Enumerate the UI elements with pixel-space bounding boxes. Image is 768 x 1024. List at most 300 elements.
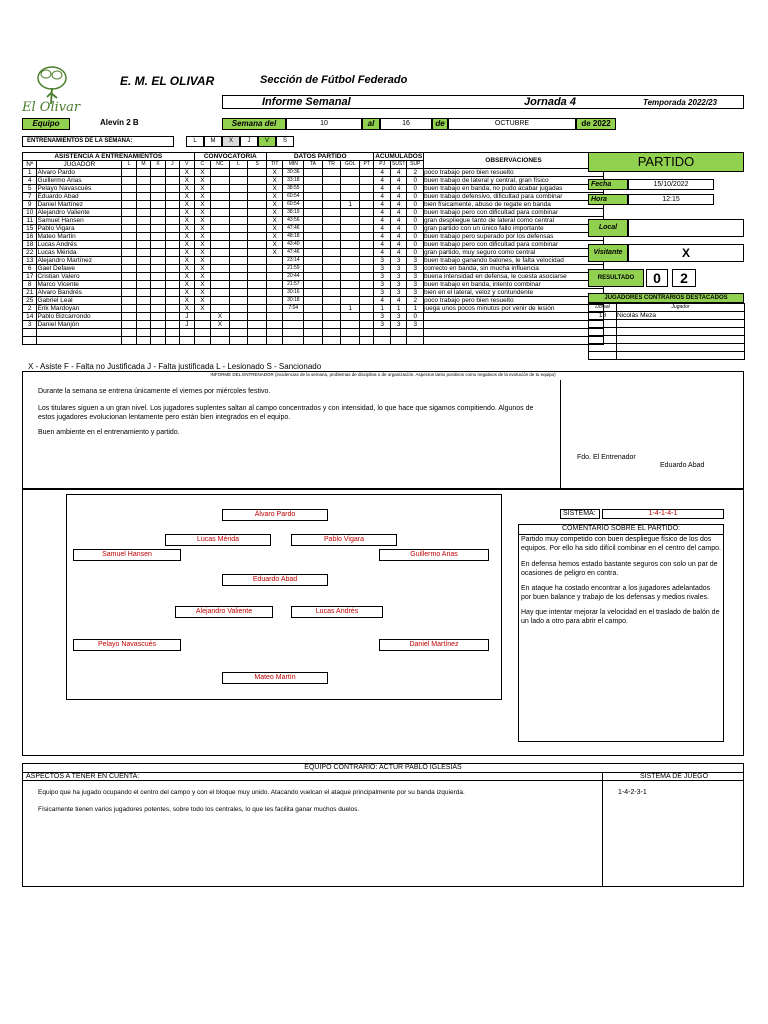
row-observacion: buen trabajo ganando balones, le falta velocidad: [424, 257, 604, 265]
pitch-player-8: Lucas Andrés: [291, 606, 383, 618]
table-row: [23, 273, 604, 281]
row-tr: [322, 289, 341, 297]
row-conv-nc: [211, 201, 230, 209]
row-min: 47:46: [283, 225, 304, 233]
logo: [22, 64, 84, 120]
table-row: [23, 257, 604, 265]
row-pj: 4: [374, 225, 391, 233]
row-tr: [322, 225, 341, 233]
row-num: 3: [23, 321, 37, 329]
row-tr: [322, 209, 341, 217]
row-sup: 0: [407, 185, 424, 193]
row-asist: [151, 281, 165, 289]
row-asist: [136, 185, 150, 193]
row-pt: [359, 217, 373, 225]
row-asist: [165, 313, 179, 321]
row-pj: 3: [374, 281, 391, 289]
row-conv-l: [229, 337, 248, 345]
row-pt: [359, 169, 373, 177]
row-asist: [136, 209, 150, 217]
row-num: 7: [23, 193, 37, 201]
row-asist-v: X: [180, 201, 195, 209]
resultado-label: RESULTADO: [588, 269, 644, 287]
row-ta: [304, 185, 323, 193]
row-gol: [341, 241, 360, 249]
row-tit: [266, 265, 283, 273]
row-pt: [359, 321, 373, 329]
row-asist: [136, 257, 150, 265]
row-tr: [322, 249, 341, 257]
row-player-name: Samuel Hansen: [37, 217, 122, 225]
row-asist: [122, 249, 136, 257]
row-asist: [136, 337, 150, 345]
pitch-player-3: Pablo Vigara: [291, 534, 397, 546]
cols_acum-2: SUP: [407, 161, 424, 169]
row-asist: [136, 201, 150, 209]
comentario-box: [518, 524, 724, 742]
row-asist: [136, 305, 150, 313]
row-asist-v: X: [180, 257, 195, 265]
row-gol: [341, 297, 360, 305]
row-conv-l: [229, 169, 248, 177]
row-sust: 4: [390, 217, 407, 225]
cols_conv-1: NC: [211, 161, 230, 169]
row-gol: [341, 233, 360, 241]
row-ta: [304, 177, 323, 185]
coach-p1: Durante la semana se entrena únicamente el viernes por miércoles festivo.: [38, 388, 271, 395]
sec-datos: DATOS PARTIDO: [266, 153, 373, 161]
row-conv-l: [229, 233, 248, 241]
row-pt: [359, 193, 373, 201]
row-sup: 3: [407, 257, 424, 265]
row-sust: 3: [390, 321, 407, 329]
row-asist: [151, 225, 165, 233]
row-sup: 2: [407, 169, 424, 177]
equipo-value: Alevín 2 B: [100, 118, 139, 127]
row-asist: [122, 305, 136, 313]
row-gol: [341, 257, 360, 265]
row-num: 21: [23, 289, 37, 297]
row-pj: 3: [374, 289, 391, 297]
row-conv-s: [248, 337, 267, 345]
row-gol: [341, 209, 360, 217]
row-sust: 4: [390, 225, 407, 233]
row-sust: 3: [390, 281, 407, 289]
row-pj: 4: [374, 209, 391, 217]
row-asist: [122, 193, 136, 201]
row-asist: [151, 265, 165, 273]
row-sup: 2: [407, 297, 424, 305]
row-asist-v: X: [180, 297, 195, 305]
row-asist-v: X: [180, 233, 195, 241]
row-observacion: [424, 321, 604, 329]
row-conv-c: X: [194, 185, 211, 193]
visitante-mark: X: [628, 244, 744, 262]
row-asist: [136, 177, 150, 185]
row-gol: [341, 329, 360, 337]
row-asist: [122, 241, 136, 249]
row-player-name: [37, 329, 122, 337]
row-asist-v: [180, 337, 195, 345]
al-label: al: [362, 118, 380, 130]
row-sust: 4: [390, 241, 407, 249]
pitch-player-2: Lucas Mérida: [165, 534, 271, 546]
table-row: [23, 193, 604, 201]
row-pj: 4: [374, 297, 391, 305]
row-pj: 4: [374, 177, 391, 185]
row-asist-v: X: [180, 185, 195, 193]
comentario-title: COMENTARIO SOBRE EL PARTIDO:: [518, 525, 724, 535]
row-ta: [304, 273, 323, 281]
row-asist: [122, 321, 136, 329]
cols_asist-4: V: [180, 161, 195, 169]
row-conv-s: [248, 321, 267, 329]
local-value: [628, 219, 744, 237]
row-gol: [341, 249, 360, 257]
row-asist: [122, 169, 136, 177]
row-gol: [341, 265, 360, 273]
mes: OCTUBRE: [448, 118, 576, 130]
row-sup: 0: [407, 193, 424, 201]
row-sup: 0: [407, 241, 424, 249]
sistema-label: SISTEMA:: [560, 509, 600, 519]
row-asist: [122, 281, 136, 289]
row-gol: [341, 273, 360, 281]
row-tr: [322, 329, 341, 337]
row-sup: 0: [407, 201, 424, 209]
row-asist-v: X: [180, 217, 195, 225]
comentario-p1: Partido muy competido con buen despliegue físico de los dos equipos. Por ello ha sido difícil combinar en el centro del campo.: [521, 536, 721, 552]
row-asist: [165, 321, 179, 329]
row-tit: [266, 321, 283, 329]
row-tit: X: [266, 193, 283, 201]
row-conv-nc: [211, 273, 230, 281]
row-tr: [322, 241, 341, 249]
row-conv-l: [229, 313, 248, 321]
row-sust: 4: [390, 249, 407, 257]
row-min: 60:54: [283, 193, 304, 201]
table-row: [23, 321, 604, 329]
coach-p2: Los titulares siguen a un gran nivel. Los jugadores suplentes saltan al campo concentrados y con intensidad, lo que hace que sigamos compitiendo. Algunos de estos jugadores evolucionan lentamente pero están bien integrados en el equipo.: [38, 405, 534, 421]
row-ta: [304, 209, 323, 217]
row-conv-s: [248, 257, 267, 265]
row-pj: 3: [374, 257, 391, 265]
row-conv-c: X: [194, 201, 211, 209]
row-conv-nc: [211, 193, 230, 201]
row-conv-nc: [211, 329, 230, 337]
row-num: 9: [23, 201, 37, 209]
row-tr: [322, 321, 341, 329]
row-asist: [165, 257, 179, 265]
row-asist: [165, 297, 179, 305]
row-conv-c: X: [194, 225, 211, 233]
row-asist-v: X: [180, 249, 195, 257]
row-conv-l: [229, 281, 248, 289]
row-num: 6: [23, 265, 37, 273]
row-pj: 4: [374, 249, 391, 257]
row-pt: [359, 265, 373, 273]
row-conv-nc: [211, 337, 230, 345]
row-asist: [122, 313, 136, 321]
row-asist: [122, 209, 136, 217]
row-asist: [136, 321, 150, 329]
de-label: de: [432, 118, 448, 130]
row-pj: [374, 337, 391, 345]
row-tr: [322, 313, 341, 321]
row-sup: 0: [407, 249, 424, 257]
row-asist: [136, 193, 150, 201]
row-gol: [341, 177, 360, 185]
row-gol: [341, 337, 360, 345]
row-observacion: buen trabajo pero con dificultad para combinar: [424, 209, 604, 217]
row-ta: [304, 329, 323, 337]
row-tr: [322, 297, 341, 305]
row-conv-nc: [211, 305, 230, 313]
row-observacion: buen trabajo de lateral y central, gran físico: [424, 177, 604, 185]
goles-visitante: 2: [672, 269, 696, 287]
row-player-name: Guillermo Arias: [37, 177, 122, 185]
row-asist: [151, 321, 165, 329]
row-conv-l: [229, 217, 248, 225]
row-asist: [165, 201, 179, 209]
row-ta: [304, 169, 323, 177]
row-conv-c: X: [194, 265, 211, 273]
row-player-name: Pelayo Navascués: [37, 185, 122, 193]
row-min: 38:55: [283, 185, 304, 193]
row-observacion: gran partido, muy seguro como central: [424, 249, 604, 257]
cols_acum-0: PJ: [374, 161, 391, 169]
row-conv-c: X: [194, 193, 211, 201]
cols_datos-0: TIT: [266, 161, 283, 169]
row-min: 30:36: [283, 169, 304, 177]
row-gol: [341, 185, 360, 193]
row-conv-c: [194, 337, 211, 345]
opponent-divider: [22, 780, 744, 781]
row-asist: [165, 329, 179, 337]
row-num: 17: [23, 273, 37, 281]
hora-value: 12:15: [628, 194, 714, 205]
logo-text: El Olivar: [22, 100, 81, 115]
row-ta: [304, 225, 323, 233]
row-asist-v: X: [180, 193, 195, 201]
row-pt: [359, 201, 373, 209]
season: Temporada 2022/23: [643, 98, 717, 107]
row-asist: [122, 273, 136, 281]
row-min: 60:54: [283, 201, 304, 209]
row-observacion: [424, 337, 604, 345]
sistema-juego: 1-4-2-3-1: [618, 789, 647, 796]
row-pt: [359, 297, 373, 305]
cols_datos-1: MIN: [283, 161, 304, 169]
row-ta: [304, 201, 323, 209]
row-pj: 3: [374, 265, 391, 273]
pitch-player-10: Daniel Martínez: [379, 639, 489, 651]
row-ta: [304, 249, 323, 257]
table-row: [23, 217, 604, 225]
row-tit: X: [266, 185, 283, 193]
row-sup: 3: [407, 265, 424, 273]
row-pj: 4: [374, 193, 391, 201]
row-pt: [359, 185, 373, 193]
row-conv-s: [248, 297, 267, 305]
row-observacion: buen trabajo pero con dificultad para combinar: [424, 241, 604, 249]
coach-divider: [560, 380, 561, 489]
row-sup: 0: [407, 233, 424, 241]
row-pt: [359, 273, 373, 281]
row-conv-l: [229, 177, 248, 185]
row-observacion: buen trabajo pero superado por los defensas: [424, 233, 604, 241]
row-num: 22: [23, 249, 37, 257]
opponent-vdivider: [602, 772, 603, 887]
row-num: 1: [23, 169, 37, 177]
section-name: Sección de Fútbol Federado: [260, 74, 408, 86]
row-player-name: [37, 337, 122, 345]
legend: X - Asiste F - Falta no Justificada J - Falta justificada L - Lesionado S - Sancionado: [28, 362, 322, 371]
row-tr: [322, 169, 341, 177]
row-asist: [122, 297, 136, 305]
goles-local: 0: [646, 269, 668, 287]
row-ta: [304, 337, 323, 345]
row-pt: [359, 337, 373, 345]
row-conv-nc: [211, 209, 230, 217]
row-asist-v: X: [180, 289, 195, 297]
training-week-days: [186, 136, 294, 147]
row-asist: [136, 169, 150, 177]
row-conv-nc: [211, 297, 230, 305]
row-asist: [151, 289, 165, 297]
row-player-name: Lucas Mérida: [37, 249, 122, 257]
comentario-p3: En ataque ha costado encontrar a los jugadores adelantados por buen balance y trabajo de los defensas y medios rivales.: [521, 585, 711, 601]
row-asist-v: X: [180, 169, 195, 177]
row-sust: 3: [390, 273, 407, 281]
row-tit: [266, 305, 283, 313]
row-asist: [136, 233, 150, 241]
row-asist: [136, 217, 150, 225]
row-conv-l: [229, 321, 248, 329]
row-conv-s: [248, 177, 267, 185]
pitch-player-6: Eduardo Abad: [222, 574, 328, 586]
partido-title: PARTIDO: [588, 152, 744, 172]
row-observacion: [424, 329, 604, 337]
row-asist-v: X: [180, 209, 195, 217]
destacado-dorsal: 18: [589, 312, 617, 320]
row-sust: 3: [390, 257, 407, 265]
row-pt: [359, 241, 373, 249]
row-asist: [165, 185, 179, 193]
sec-acumulados: ACUMULADOS: [375, 153, 423, 160]
row-num: 13: [23, 257, 37, 265]
pitch-player-7: Alejandro Valiente: [175, 606, 273, 618]
row-pt: [359, 257, 373, 265]
day-s: S: [276, 136, 294, 147]
row-conv-nc: [211, 265, 230, 273]
row-conv-s: [248, 313, 267, 321]
report-title: Informe Semanal: [262, 96, 351, 108]
row-conv-c: X: [194, 241, 211, 249]
row-conv-l: [229, 305, 248, 313]
row-conv-l: [229, 297, 248, 305]
row-asist: [151, 257, 165, 265]
row-num: 2: [23, 305, 37, 313]
row-min: 38:19: [283, 209, 304, 217]
row-conv-l: [229, 289, 248, 297]
training-week-label: ENTRENAMIENTOS DE LA SEMANA:: [22, 136, 174, 147]
row-min: 21:59: [283, 265, 304, 273]
row-conv-l: [229, 265, 248, 273]
row-conv-l: [229, 185, 248, 193]
row-conv-s: [248, 273, 267, 281]
row-conv-c: X: [194, 169, 211, 177]
row-tit: [266, 337, 283, 345]
row-asist: [165, 265, 179, 273]
row-asist: [151, 297, 165, 305]
opponent-title: EQUIPO CONTRARIO: ACTUR PABLO IGLESIAS: [22, 763, 744, 773]
row-asist: [151, 177, 165, 185]
firma-name: Eduardo Abad: [660, 462, 705, 469]
row-conv-s: [248, 289, 267, 297]
row-ta: [304, 233, 323, 241]
row-asist: [136, 273, 150, 281]
row-pt: [359, 249, 373, 257]
visitante-label: Visitante: [588, 244, 628, 262]
row-player-name: Mateo Martín: [37, 233, 122, 241]
destacado-nombre: Nicolás Meza: [617, 312, 745, 320]
table-row: [23, 249, 604, 257]
table-row: [23, 297, 604, 305]
row-conv-l: [229, 249, 248, 257]
hora-label: Hora: [588, 194, 628, 205]
row-pj: 4: [374, 169, 391, 177]
row-min: 20:44: [283, 273, 304, 281]
row-asist-v: X: [180, 225, 195, 233]
row-tit: [266, 313, 283, 321]
row-asist: [136, 265, 150, 273]
row-tr: [322, 177, 341, 185]
row-sust: 4: [390, 233, 407, 241]
pitch: [66, 494, 502, 700]
sec-asistencia: ASISTENCIA A ENTRENAMIENTOS: [23, 153, 195, 161]
jornada: Jornada 4: [524, 96, 576, 108]
row-conv-l: [229, 273, 248, 281]
row-conv-c: X: [194, 273, 211, 281]
row-asist: [136, 225, 150, 233]
equipo-label: Equipo: [22, 118, 70, 130]
row-sup: 3: [407, 321, 424, 329]
table-row: [23, 209, 604, 217]
row-num: 8: [23, 281, 37, 289]
row-gol: [341, 321, 360, 329]
row-tit: [266, 289, 283, 297]
row-tr: [322, 185, 341, 193]
row-sup: 0: [407, 217, 424, 225]
row-player-name: Erik Mardoyan: [37, 305, 122, 313]
row-ta: [304, 313, 323, 321]
fecha-value: 15/10/2022: [628, 179, 714, 190]
row-conv-s: [248, 233, 267, 241]
row-asist: [165, 169, 179, 177]
row-ta: [304, 305, 323, 313]
row-asist-v: X: [180, 177, 195, 185]
row-pt: [359, 313, 373, 321]
row-tr: [322, 217, 341, 225]
row-tr: [322, 257, 341, 265]
row-gol: 1: [341, 201, 360, 209]
day-v: V: [258, 136, 276, 147]
row-conv-l: [229, 241, 248, 249]
row-ta: [304, 193, 323, 201]
row-min: 33:18: [283, 177, 304, 185]
row-observacion: buen trabajo defensivo, dificultad para combinar: [424, 193, 604, 201]
